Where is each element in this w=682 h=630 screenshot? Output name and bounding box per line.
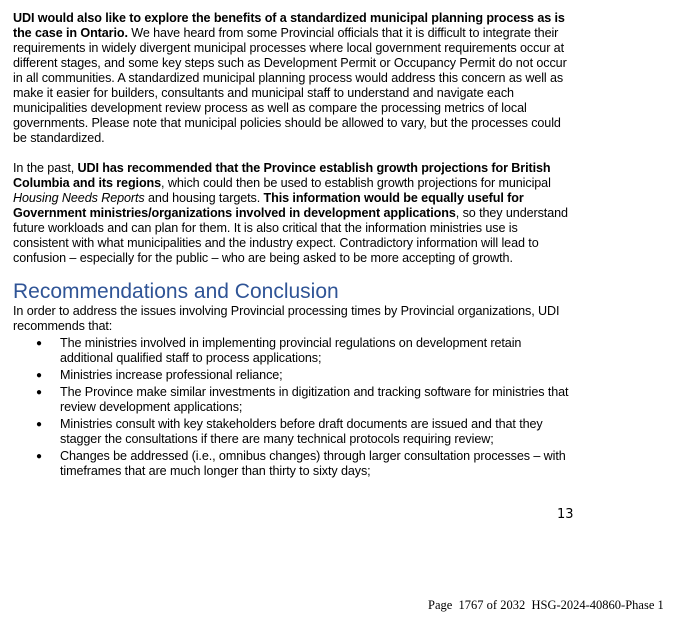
bold-lead: UDI would also like to explore the benefits of a standardized municipal planning process as is the case in Ontario. [13, 11, 565, 40]
recommendations-list [13, 336, 573, 479]
bullet-icon: ● [36, 370, 42, 381]
recommendations-intro: In order to address the issues involving Provincial processing times by Provincial organizations, UDI recommends that: [13, 304, 560, 333]
bullet-icon: ● [36, 387, 42, 398]
paragraph-standardized-process: UDI would also like to explore the benefits of a standardized municipal planning process as is the case in Ontario. We have heard from some Provincial officials that it is difficult to integrate their requirements in widely divergent municipal processes where local government requirements occur at different stages, and some key steps such as Development Permit or Occupancy Permit do not occur in all communities. A standardized municipal planning process would address this concern as well as make it easier for builders, consultants and municipal staff to understand and navigate each municipalities development review process as well as compare the processing metrics of local governments. Please note that municipal policies should be allowed to vary, but the processes could be standardized. [13, 11, 567, 145]
list-item: ● Ministries increase professional reliance; [36, 368, 283, 382]
list-item: ● The Province make similar investments in digitization and tracking software for ministries that review development applications; [36, 385, 569, 414]
bullet-icon: ● [36, 451, 42, 462]
paragraph-growth-projections: In the past, UDI has recommended that the Province establish growth projections for British Columbia and its regions, which could then be used to establish growth projections for municipal Housing Needs Reports and housing targets. This information would be equally useful for Government ministries/organizations involved in development applications, so they understand future workloads and can plan for them. It is also critical that the information ministries use is consistent with what municipalities and the industry expect. Contradictory information will lead to confusion – especially for the public – who are being asked to be more accepting of growth. [13, 161, 568, 265]
page-number: 13 [557, 507, 574, 522]
bullet-icon: ● [36, 419, 42, 430]
document-page [13, 11, 573, 479]
list-item: ● Ministries consult with key stakeholders before draft documents are issued and that they stagger the consultations if there are many technical protocols requiring review; [36, 417, 543, 446]
section-heading: Recommendations and Conclusion [13, 280, 339, 303]
bullet-icon: ● [36, 338, 42, 349]
list-item: ● Changes be addressed (i.e., omnibus changes) through larger consultation processes – with timeframes that are much longer than thirty to sixty days; [36, 449, 566, 478]
list-item: ● The ministries involved in implementing provincial regulations on development retain additional qualified staff to process applications; [36, 336, 522, 365]
page-footer: Page 1767 of 2032 HSG-2024-40860-Phase 1 [428, 598, 664, 612]
